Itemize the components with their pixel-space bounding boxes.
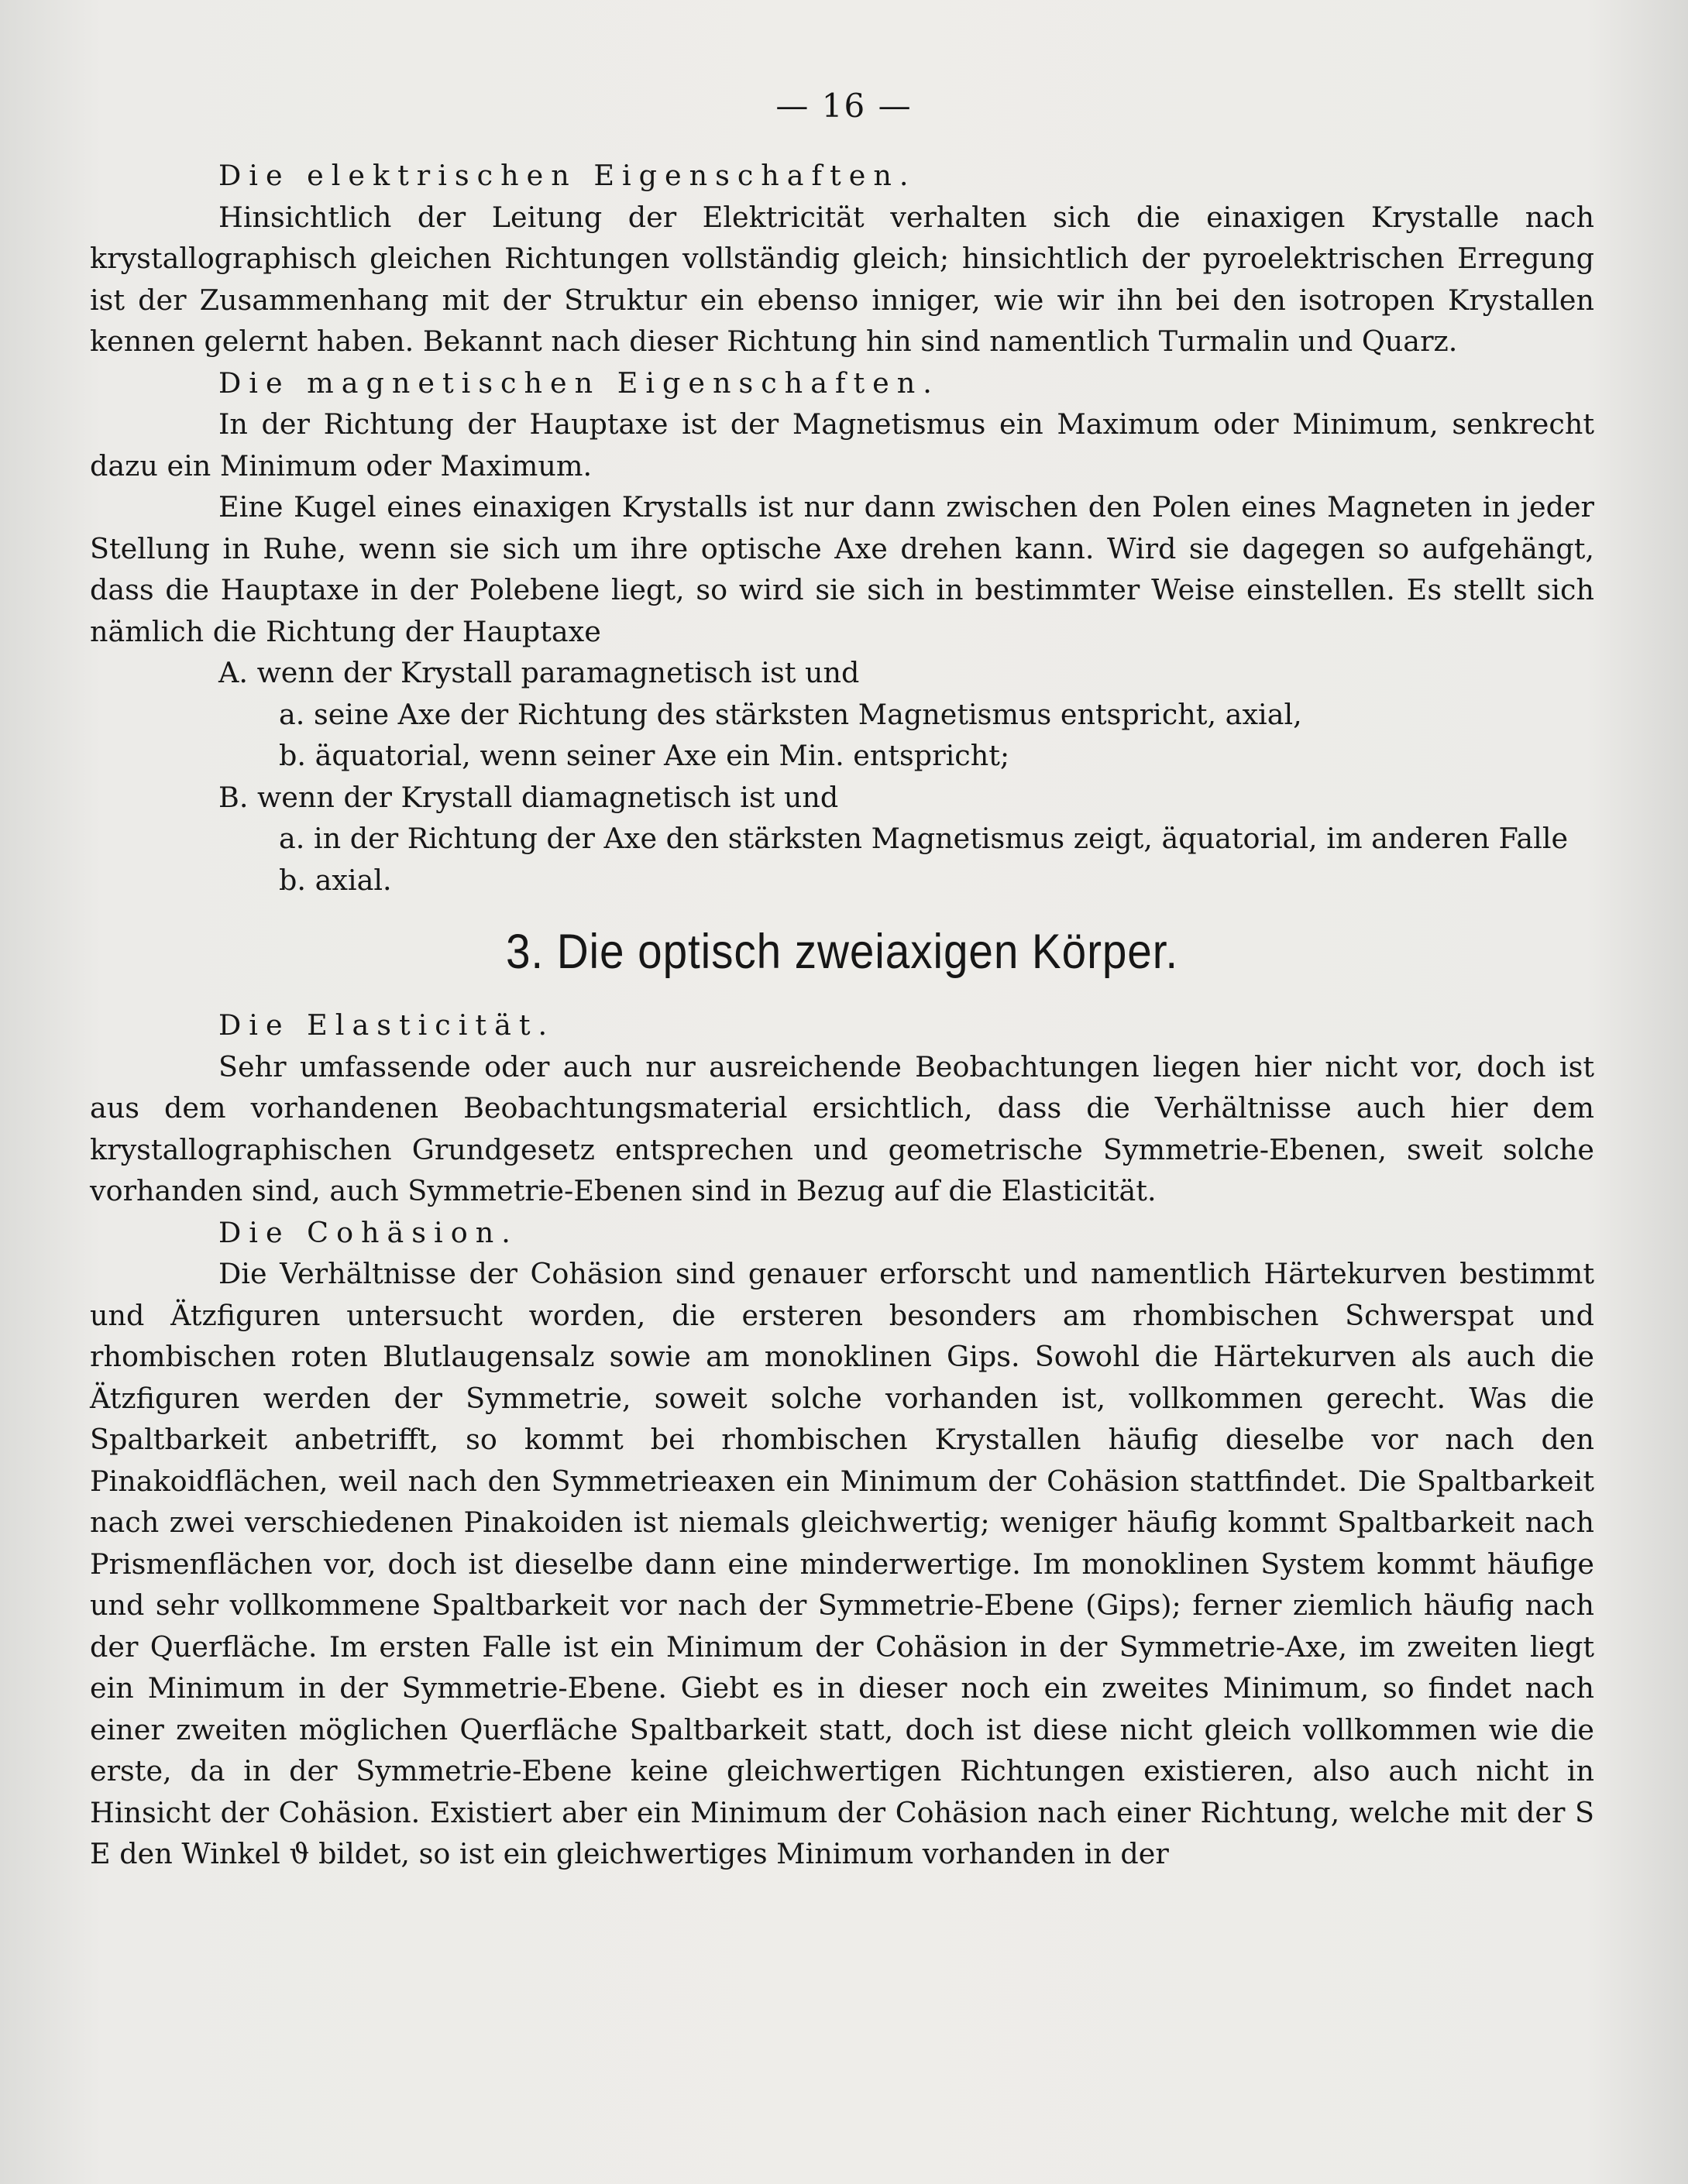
section-heading-magnetic: Die magnetischen Eigenschaften.	[218, 366, 940, 400]
section-heading-electric: Die elektrischen Eigenschaften.	[218, 159, 916, 192]
list-subitem-b-b: b. axial.	[279, 863, 392, 897]
list-subitem-a-a: a. seine Axe der Richtung des stärksten Magnetismus entspricht, axial,	[279, 697, 1302, 731]
paragraph-magnetic-axis: In der Richtung der Hauptaxe ist der Magnetismus ein Maximum oder Minimum, senkrecht dazu ein Minimum oder Maximum.	[90, 407, 1594, 482]
page-number: — 16 —	[775, 87, 913, 125]
list-item-b-diamagnetic: B. wenn der Krystall diamagnetisch ist und	[218, 780, 839, 814]
chapter-title: 3. Die optisch zweiaxigen Körper.	[505, 925, 1179, 979]
list-item-a-paramagnetic: A. wenn der Krystall paramagnetisch ist und	[218, 656, 860, 689]
list-subitem-b-a: a. in der Richtung der Axe den stärksten Magnetismus zeigt, äquatorial, im anderen Falle	[279, 822, 1569, 855]
paragraph-electric: Hinsichtlich der Leitung der Elektricität verhalten sich die einaxigen Krystalle nach krystallographisch gleichen Richtungen vollständig gleich; hinsichtlich der pyroelektrischen Erregung ist der Zusammenhang mit der Struktur ein ebenso inniger, wie wir ihn bei den isotropen Krystallen kennen gelernt haben. Bekannt nach dieser Richtung hin sind namentlich Turmalin und Quarz.	[90, 200, 1594, 358]
list-subitem-a-b: b. äquatorial, wenn seiner Axe ein Min. entspricht;	[279, 739, 1010, 772]
paragraph-elasticity: Sehr umfassende oder auch nur ausreichende Beobachtungen liegen hier nicht vor, doch ist aus dem vorhandenen Beobachtungsmaterial ersichtlich, dass die Verhältnisse auch hier dem krystallographischen Grundgesetz entsprechen und geometrische Symmetrie-Ebenen, sweit solche vorhanden sind, auch Symmetrie-Ebenen sind in Bezug auf die Elasticität.	[90, 1049, 1594, 1207]
paragraph-cohesion: Die Verhältnisse der Cohäsion sind genauer erforscht und namentlich Härtekurven bestimmt und Ätzfiguren untersucht worden, die ersteren besonders am rhombischen Schwerspat und rhombischen roten Blutlaugensalz sowie am monoklinen Gips. Sowohl die Härtekurven als auch die Ätzfiguren werden der Symmetrie, soweit solche vorhanden ist, vollkommen gerecht. Was die Spaltbarkeit anbetrifft, so kommt bei rhombischen Krystallen häufig dieselbe vor nach den Pinakoidflächen, weil nach den Symmetrieaxen ein Minimum der Cohäsion stattfindet. Die Spaltbarkeit nach zwei verschiedenen Pinakoiden ist niemals gleichwertig; weniger häufig kommt Spaltbarkeit nach Prismenflächen vor, doch ist dieselbe dann eine minderwertige. Im monoklinen System kommt häufige und sehr vollkommene Spaltbarkeit vor nach der Symmetrie-Ebene (Gips); ferner ziemlich häufig nach der Querfläche. Im ersten Falle ist ein Minimum der Cohäsion in der Symmetrie-Axe, im zweiten liegt ein Minimum in der Symmetrie-Ebene. Giebt es in dieser noch ein zweites Minimum, so findet nach einer zweiten möglichen Querfläche Spaltbarkeit statt, doch ist diese nicht gleich vollkommen wie die erste, da in der Symmetrie-Ebene keine gleichwertigen Richtungen existieren, also auch nicht in Hinsicht der Cohäsion. Existiert aber ein Minimum der Cohäsion nach einer Richtung, welche mit der S E den Winkel ϑ bildet, so ist ein gleichwertiges Minimum vorhanden in der	[90, 1257, 1594, 1870]
section-heading-cohesion: Die Cohäsion.	[218, 1215, 518, 1249]
section-heading-elasticity: Die Elasticität.	[218, 1008, 555, 1042]
paragraph-magnetic-sphere: Eine Kugel eines einaxigen Krystalls ist nur dann zwischen den Polen eines Magneten in jeder Stellung in Ruhe, wenn sie sich um ihre optische Axe drehen kann. Wird sie dagegen so aufgehängt, dass die Hauptaxe in der Polebene liegt, so wird sie sich in bestimmter Weise einstellen. Es stellt sich nämlich die Richtung der Hauptaxe	[90, 490, 1594, 648]
page-body	[90, 155, 1594, 1875]
